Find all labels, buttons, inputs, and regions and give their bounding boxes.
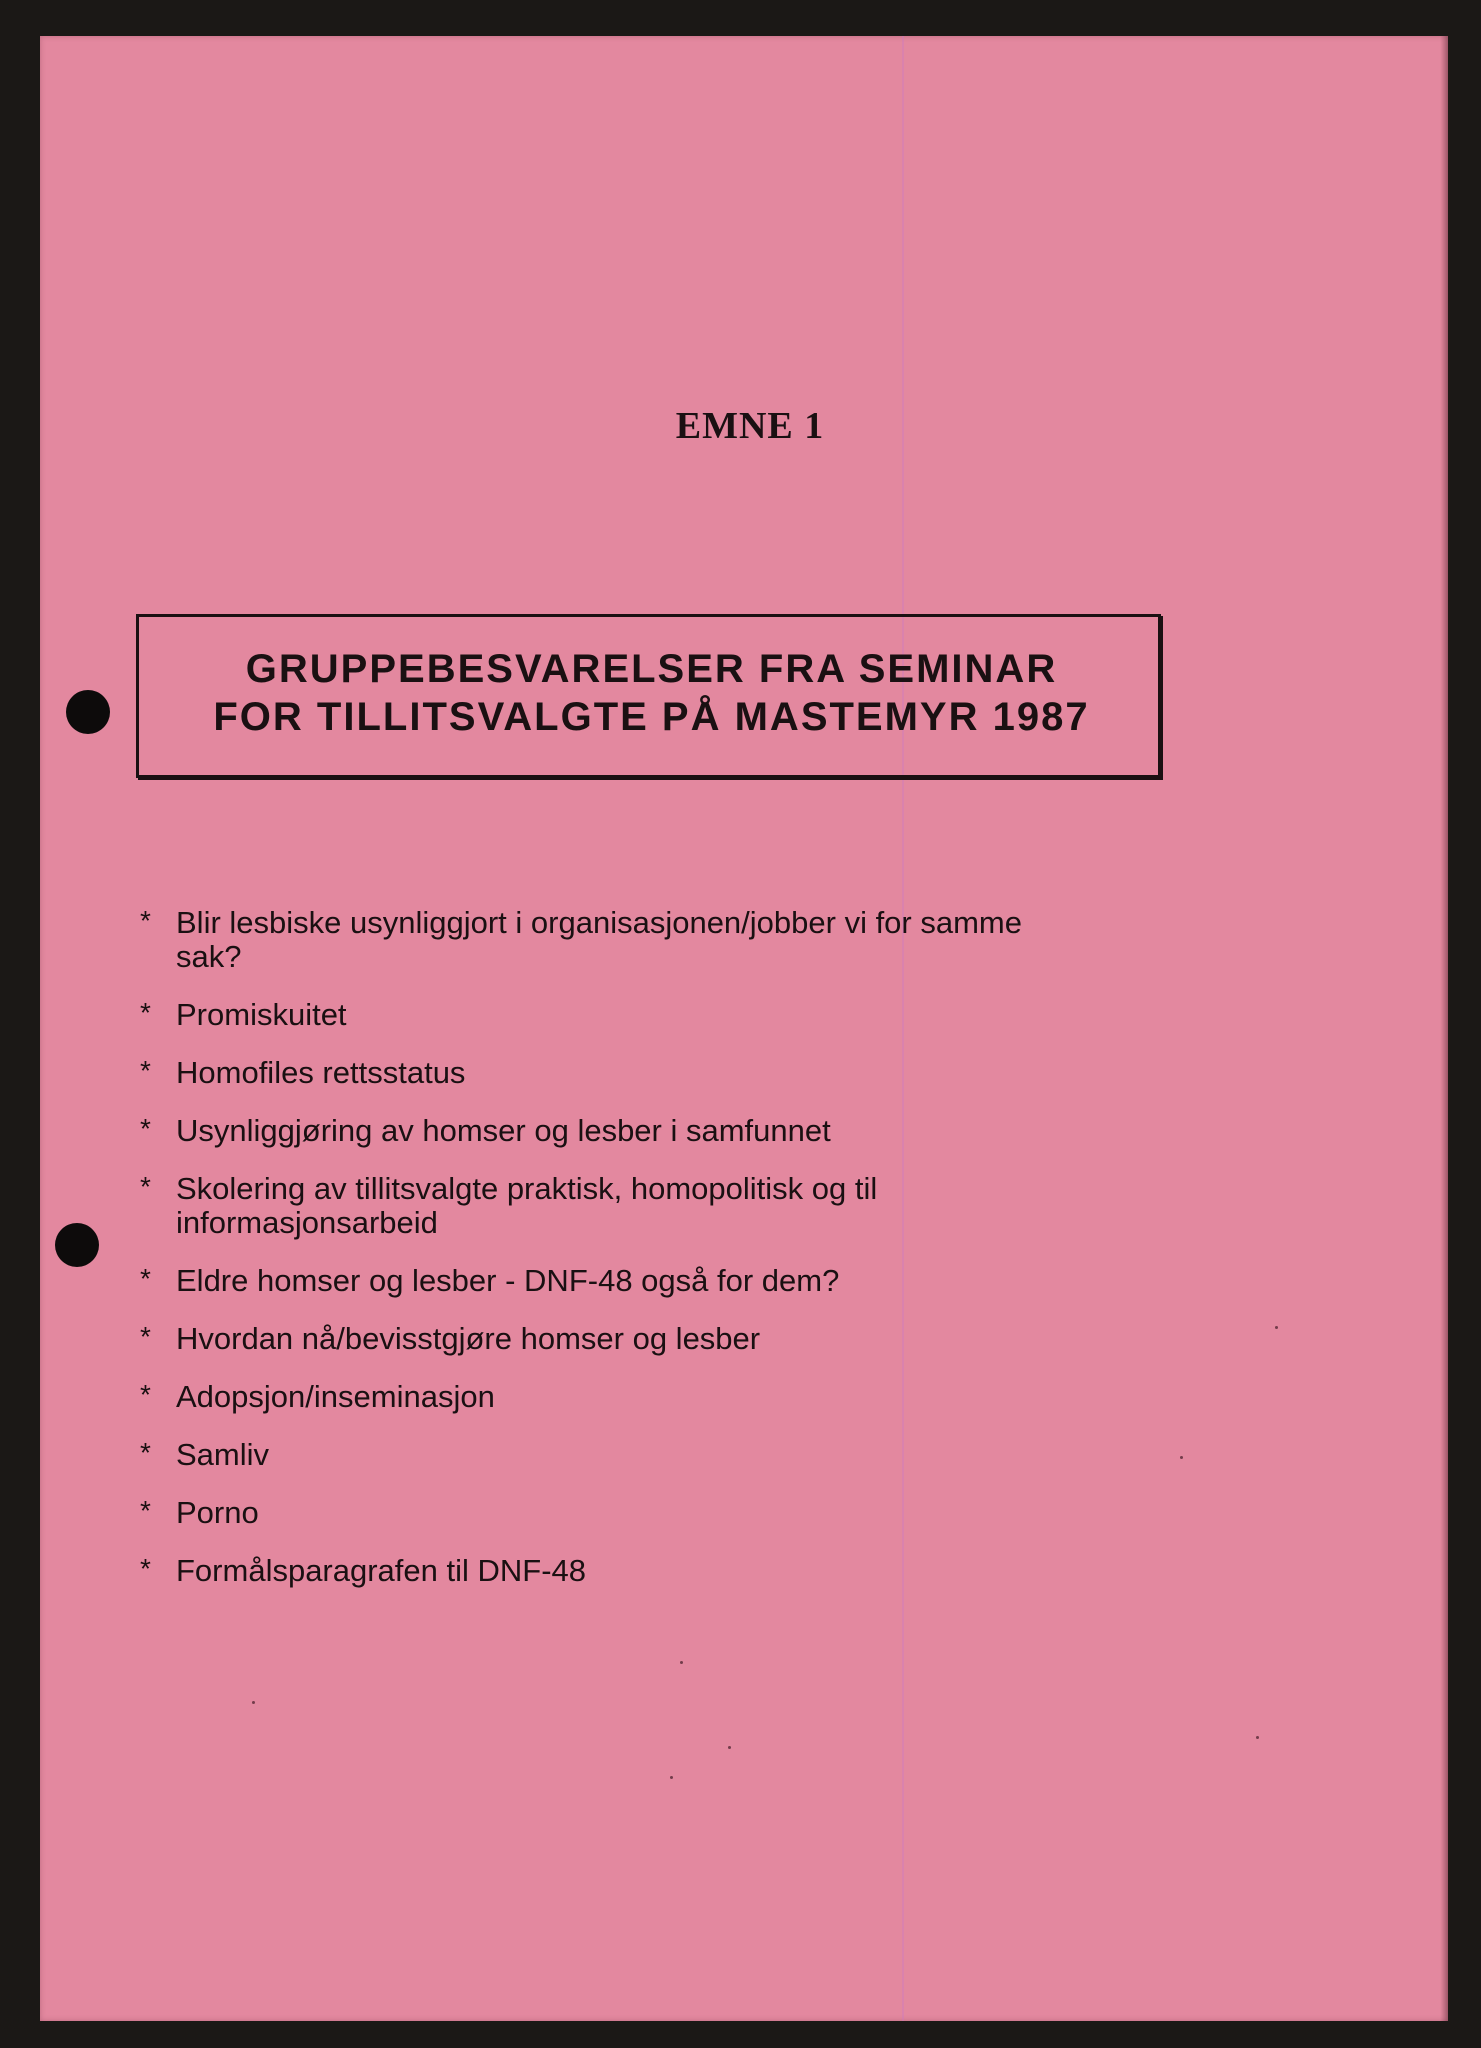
asterisk-bullet: *: [140, 1553, 151, 1584]
topic-text: Blir lesbiske usynliggjort i organisasjonen/jobber vi for samme sak?: [176, 905, 1022, 974]
topic-item: [140, 1496, 1040, 1530]
punch-hole: [55, 1223, 99, 1267]
topic-item: [140, 1172, 1040, 1240]
topic-item: [140, 1114, 1040, 1148]
topic-text: Skolering av tillitsvalgte praktisk, homopolitisk og til informasjonsarbeid: [176, 1171, 878, 1240]
topic-item: [140, 1554, 1040, 1588]
topic-item: [140, 906, 1040, 974]
topic-text: Homofiles rettsstatus: [176, 1055, 466, 1090]
paper-speck: [252, 1701, 255, 1704]
paper-speck: [1256, 1736, 1259, 1739]
topic-item: [140, 1380, 1040, 1414]
asterisk-bullet: *: [140, 1113, 151, 1144]
asterisk-bullet: *: [140, 1321, 151, 1352]
topic-item: [140, 1056, 1040, 1090]
paper-speck: [1275, 1326, 1278, 1329]
topic-text: Formålsparagrafen til DNF-48: [176, 1553, 587, 1588]
topic-item: [140, 1322, 1040, 1356]
section-heading: EMNE 1: [675, 405, 825, 447]
paper-speck: [728, 1746, 731, 1749]
topic-text: Eldre homser og lesber - DNF-48 også for dem?: [176, 1263, 840, 1298]
asterisk-bullet: *: [140, 905, 151, 936]
asterisk-bullet: *: [140, 1263, 151, 1294]
boxed-title: [136, 614, 1161, 778]
topic-text: Porno: [176, 1495, 259, 1530]
topic-item: [140, 998, 1040, 1032]
title-line-1: GRUPPEBESVARELSER FRA SEMINAR: [245, 647, 1058, 691]
topic-item: [140, 1264, 1040, 1298]
topic-text: Hvordan nå/bevisstgjøre homser og lesber: [176, 1321, 761, 1356]
asterisk-bullet: *: [140, 1495, 151, 1526]
paper-speck: [680, 1661, 683, 1664]
topic-text: Usynliggjøring av homser og lesber i samfunnet: [176, 1113, 831, 1148]
asterisk-bullet: *: [140, 997, 151, 1028]
paper-speck: [670, 1776, 673, 1779]
title-line-2: FOR TILLITSVALGTE PÅ MASTEMYR 1987: [213, 695, 1090, 739]
paper-speck: [1180, 1456, 1183, 1459]
topic-item: [140, 1438, 1040, 1472]
topic-text: Promiskuitet: [176, 997, 347, 1032]
topic-text: Samliv: [176, 1437, 270, 1472]
topic-list: [140, 906, 1040, 1612]
asterisk-bullet: *: [140, 1437, 151, 1468]
topic-text: Adopsjon/inseminasjon: [176, 1379, 495, 1414]
asterisk-bullet: *: [140, 1379, 151, 1410]
asterisk-bullet: *: [140, 1171, 151, 1202]
document-page: [40, 36, 1448, 2021]
asterisk-bullet: *: [140, 1055, 151, 1086]
paper-edge-shadow: [1440, 36, 1448, 2021]
punch-hole: [66, 690, 110, 734]
